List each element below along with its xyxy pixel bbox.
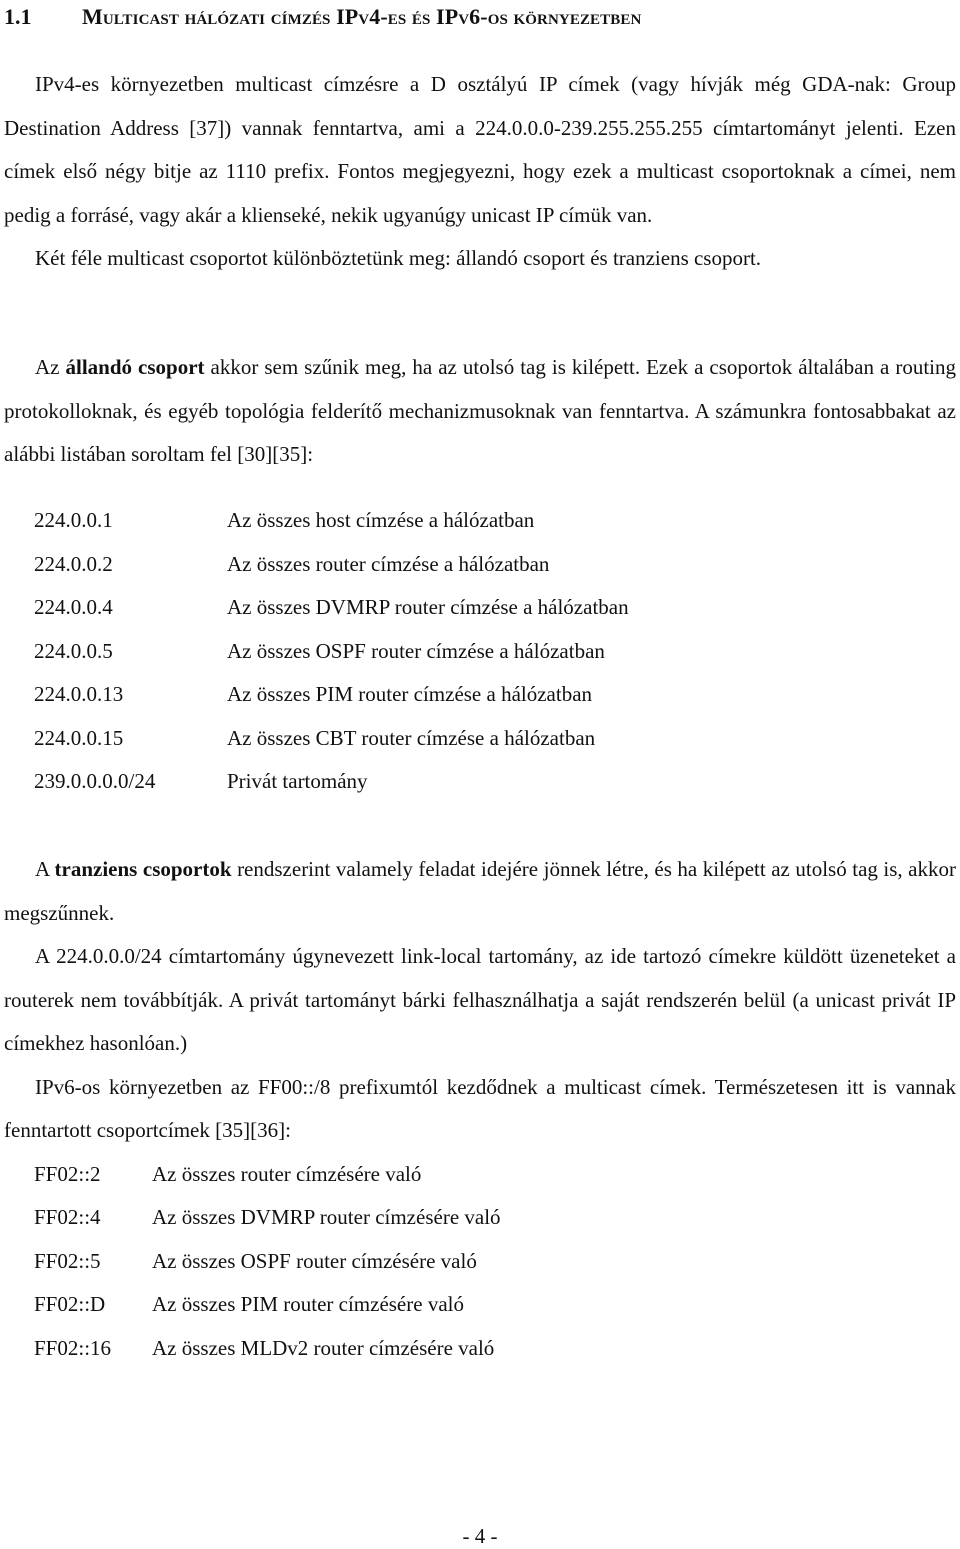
address: FF02::D <box>34 1292 106 1316</box>
transient-group-term: tranziens csoportok <box>54 857 232 881</box>
address: FF02::16 <box>34 1336 112 1360</box>
address: 224.0.0.1 <box>34 508 113 532</box>
transient-group-paragraph <box>4 848 956 1153</box>
address: 224.0.0.4 <box>34 595 113 619</box>
link-local-text: A 224.0.0.0/24 címtartomány úgynevezett link-local tartomány, az ide tartozó címekre küldött üzeneteket a routerek nem továbbítják. A privát tartományt bárki felhasználhatja a saját rendszerén belül (a unicast privát IP címekhez hasonlóan.) <box>4 944 956 1055</box>
address-description: Privát tartomány <box>227 769 368 793</box>
address-description: Az összes CBT router címzése a hálózatban <box>227 726 596 750</box>
address-description: Az összes router címzése a hálózatban <box>227 552 550 576</box>
section-number: 1.1 <box>4 4 32 29</box>
ipv6-intro-text: IPv6-os környezetben az FF00::/8 prefixumtól kezdődnek a multicast címek. Természetesen itt is vannak fenntartott csoportcímek [35][36]: <box>4 1074 956 1142</box>
address-description: Az összes MLDv2 router címzésére való <box>152 1336 495 1360</box>
address: 224.0.0.13 <box>34 682 124 706</box>
address-description: Az összes OSPF router címzésére való <box>152 1249 477 1273</box>
group-types-text: Két féle multicast csoportot különböztetünk meg: állandó csoport és tranziens csoport. <box>35 246 762 270</box>
address-description: Az összes DVMRP router címzése a hálózatban <box>227 595 629 619</box>
address: FF02::5 <box>34 1249 101 1273</box>
address-description: Az összes PIM router címzésére való <box>152 1292 464 1316</box>
address-description: Az összes router címzésére való <box>152 1162 422 1186</box>
address: 239.0.0.0.0/24 <box>34 769 156 793</box>
section-heading <box>4 2 956 32</box>
permanent-group-paragraph <box>4 346 956 477</box>
transient-group-text: A tranziens csoportok rendszerint valamely feladat idejére jönnek létre, és ha kilépett az utolsó tag is, akkor megszűnnek. <box>4 857 956 925</box>
address-description: Az összes OSPF router címzése a hálózatban <box>227 639 605 663</box>
address-description: Az összes PIM router címzése a hálózatban <box>227 682 593 706</box>
page-number: - 4 - <box>462 1524 498 1548</box>
address: 224.0.0.15 <box>34 726 124 750</box>
address: FF02::2 <box>34 1162 101 1186</box>
intro-paragraph <box>4 63 956 281</box>
address: FF02::4 <box>34 1205 101 1229</box>
intro-text: IPv4-es környezetben multicast címzésre a D osztályú IP címek (vagy hívják még GDA-nak: Group Destination Address [37]) vannak fenntartva, ami a 224.0.0.0-239.255.255.255 címtartományt jelenti. Ezen címek első négy bitje az 1110 prefix. Fontos megjegyezni, hogy ezek a multicast csoportoknak a címei, nem pedig a forrásé, vagy akár a klienseké, nekik ugyanúgy unicast IP címük van. <box>4 72 956 227</box>
permanent-group-term: állandó csoport <box>65 355 205 379</box>
address: 224.0.0.5 <box>34 639 113 663</box>
address-description: Az összes host címzése a hálózatban <box>227 508 535 532</box>
permanent-group-text: Az állandó csoport akkor sem szűnik meg, ha az utolsó tag is kilépett. Ezek a csoportok általában a routing protokolloknak, és egyéb topológia felderítő mechanizmusoknak van fenntartva. A számunkra fontosabbakat az alábbi listában soroltam fel [30][35]: <box>4 355 956 466</box>
address: 224.0.0.2 <box>34 552 113 576</box>
address-description: Az összes DVMRP router címzésére való <box>152 1205 501 1229</box>
section-title: Multicast hálózati címzés IPv4-es és IPv6-os környezetben <box>82 4 642 29</box>
